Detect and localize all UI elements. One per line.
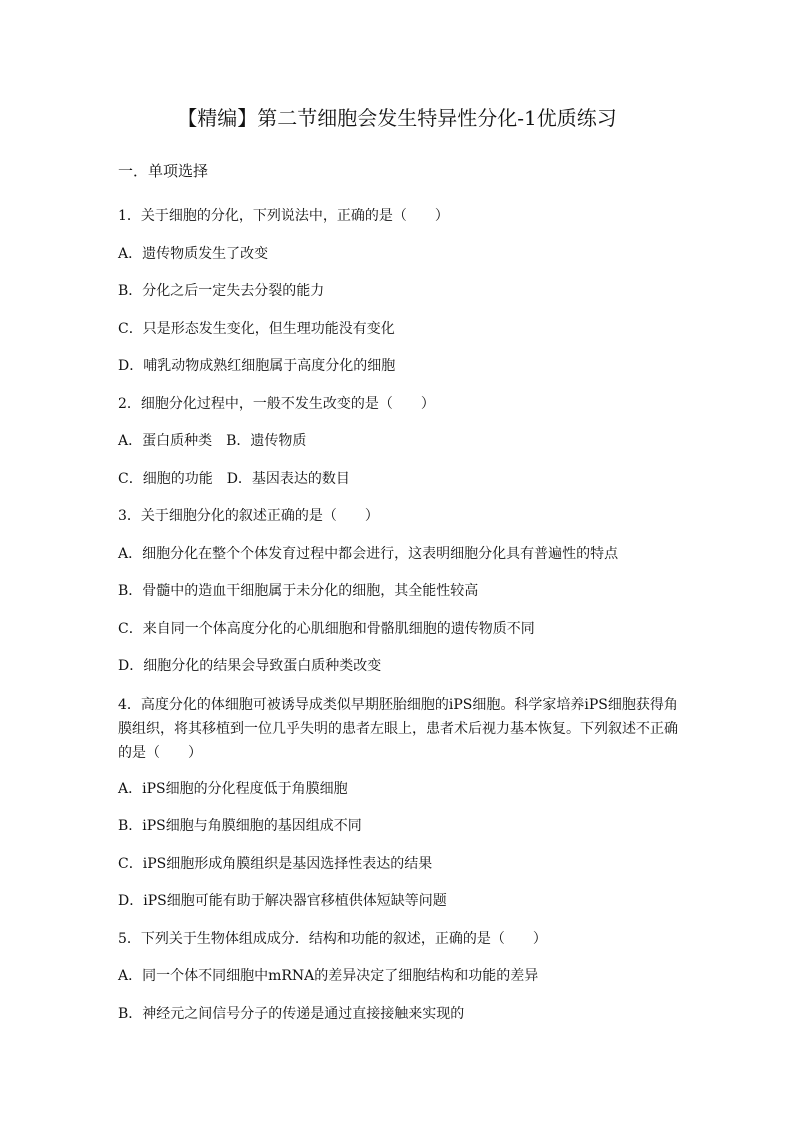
question-1-option-a: A．遗传物质发生了改变 bbox=[118, 245, 269, 262]
question-3-option-d: D．细胞分化的结果会导致蛋白质种类改变 bbox=[118, 658, 382, 674]
question-4-option-d: D．iPS细胞可能有助于解决器官移植供体短缺等问题 bbox=[118, 893, 447, 909]
question-1-option-b: B．分化之后一定失去分裂的能力 bbox=[118, 283, 325, 299]
question-5-option-b: B．神经元之间信号分子的传递是通过直接接触来实现的 bbox=[118, 1005, 465, 1022]
question-4-option-c: C．iPS细胞形成角膜组织是基因选择性表达的结果 bbox=[118, 855, 433, 872]
document-title: 【精编】第二节细胞会发生特异性分化-1优质练习 bbox=[177, 106, 617, 130]
question-2-stem: 2．细胞分化过程中，一般不发生改变的是（ ） bbox=[118, 395, 435, 412]
question-5-stem: 5．下列关于生物体组成成分．结构和功能的叙述，正确的是（ ） bbox=[118, 930, 547, 947]
question-3-stem: 3．关于细胞分化的叙述正确的是（ ） bbox=[118, 508, 379, 524]
question-2-options-ab: A．蛋白质种类 B．遗传物质 bbox=[118, 433, 307, 449]
question-1-option-d: D．哺乳动物成熟红细胞属于高度分化的细胞 bbox=[118, 358, 396, 374]
question-1-stem: 1．关于细胞的分化，下列说法中，正确的是（ ） bbox=[118, 208, 449, 224]
question-3-option-c: C．来自同一个体高度分化的心肌细胞和骨骼肌细胞的遗传物质不同 bbox=[118, 620, 535, 637]
question-4-stem: 4．高度分化的体细胞可被诱导成类似早期胚胎细胞的iPS细胞。科学家培养iPS细胞获得角膜组织，将其移植到一位几乎失明的患者左眼上，患者术后视力基本恢复。下列叙述不正确的是（ ） bbox=[118, 696, 678, 761]
question-4-option-a: A．iPS细胞的分化程度低于角膜细胞 bbox=[118, 780, 348, 797]
question-5-option-a: A．同一个体不同细胞中mRNA的差异决定了细胞结构和功能的差异 bbox=[118, 968, 539, 984]
question-3-option-a: A．细胞分化在整个个体发育过程中都会进行，这表明细胞分化具有普遍性的特点 bbox=[118, 545, 619, 562]
question-4-option-b: B．iPS细胞与角膜细胞的基因组成不同 bbox=[118, 818, 362, 834]
question-list bbox=[118, 205, 680, 1040]
section-heading: 一．单项选择 bbox=[118, 162, 209, 180]
question-2-options-cd: C．细胞的功能 D．基因表达的数目 bbox=[118, 470, 350, 487]
question-1-option-c: C．只是形态发生变化，但生理功能没有变化 bbox=[118, 320, 395, 337]
question-3-option-b: B．骨髓中的造血干细胞属于未分化的细胞，其全能性较高 bbox=[118, 583, 479, 599]
